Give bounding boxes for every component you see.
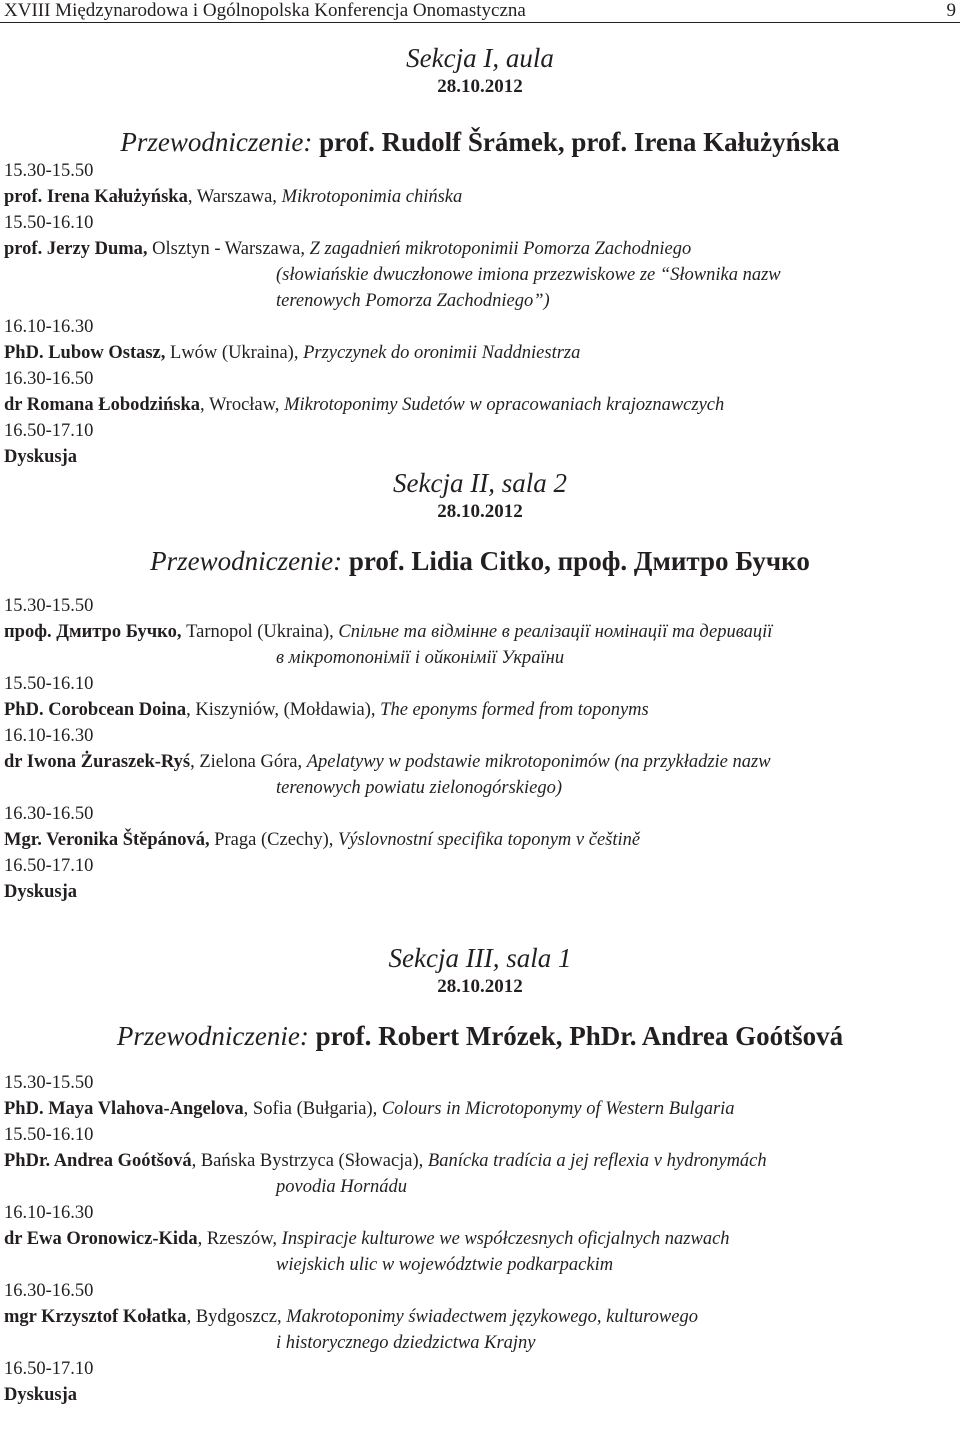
speaker-name: dr Romana Łobodzińska [4, 395, 201, 415]
speaker-affiliation: , Zielona Góra, [190, 752, 307, 772]
talk-title-continued: в мікротопонімії і ойконімії України [276, 648, 565, 668]
talk-entry [4, 236, 956, 314]
speaker-affiliation: Praga (Czechy), [209, 830, 339, 850]
discussion-label: Dyskusja [4, 1385, 77, 1405]
talk-time: 15.50-16.10 [4, 1125, 94, 1145]
talk-title-continued: (słowiańskie dwuczłonowe imiona przezwiskowe ze “Słownika nazw [276, 265, 781, 285]
section-chairs [4, 1020, 956, 1052]
section-chairs [4, 126, 956, 158]
speaker-affiliation: , Rzeszów, [197, 1229, 282, 1249]
talk-time: 15.50-16.10 [4, 213, 94, 233]
talk-entry [4, 827, 956, 853]
speaker-affiliation: , Sofia (Bułgaria), [243, 1099, 382, 1119]
talk-time: 16.30-16.50 [4, 804, 94, 824]
discussion-time: 16.50-17.10 [4, 856, 94, 876]
speaker-affiliation: Lwów (Ukraina), [165, 343, 304, 363]
talk-title: Apelatywy w podstawie mikrotoponimów (na przykładzie nazw [306, 752, 771, 772]
talk-entry [4, 1304, 956, 1356]
talk-time: 15.30-15.50 [4, 1073, 94, 1093]
programme-content [4, 43, 956, 1408]
speaker-name: dr Iwona Żuraszek-Ryś [4, 752, 191, 772]
speaker-name: mgr Krzysztof Kołatka [4, 1307, 187, 1327]
speaker-name: PhDr. Andrea Goótšová [4, 1151, 192, 1171]
talk-title: The eponyms formed from toponyms [380, 700, 649, 720]
section-2 [4, 468, 956, 905]
talk-entry [4, 1148, 956, 1200]
talk-entry [4, 1096, 956, 1122]
talk-title-continued: i historycznego dziedzictwa Krajny [276, 1333, 536, 1353]
speaker-affiliation: Tarnopol (Ukraina), [181, 622, 339, 642]
talk-title: Banícka tradícia a jej reflexia v hydronymách [427, 1151, 767, 1171]
talk-title: Mikrotoponimy Sudetów w opracowaniach krajoznawczych [284, 395, 725, 415]
running-header [0, 0, 960, 23]
talk-time: 16.30-16.50 [4, 1281, 94, 1301]
chairs-names: prof. Robert Mrózek, PhDr. Andrea Goótšová [315, 1021, 844, 1051]
chairs-label: Przewodniczenie: [116, 1021, 309, 1051]
talk-title: Спільне та відмінне в реалізації номінації та деривації [338, 622, 773, 642]
talk-time: 15.30-15.50 [4, 596, 94, 616]
talk-entry [4, 749, 956, 801]
talk-time: 15.30-15.50 [4, 161, 94, 181]
section-3 [4, 943, 956, 1408]
chairs-names: prof. Rudolf Šrámek, prof. Irena Kałużyńska [319, 127, 840, 157]
speaker-affiliation: Olsztyn - Warszawa, [147, 239, 310, 259]
talk-title: Makrotoponimy świadectwem językowego, kulturowego [286, 1307, 698, 1327]
section-title: Sekcja II, sala 2 [393, 468, 567, 498]
speaker-name: проф. Дмитро Бучко, [4, 622, 182, 642]
speaker-name: Mgr. Veronika Štěpánová, [4, 830, 210, 850]
speaker-name: prof. Jerzy Duma, [4, 239, 148, 259]
talk-title-continued: terenowych powiatu zielonogórskiego) [276, 778, 563, 798]
page-number: 9 [946, 0, 956, 21]
talk-title: Inspiracje kulturowe we współczesnych oficjalnych nazwach [281, 1229, 730, 1249]
conference-title: XVIII Międzynarodowa i Ogólnopolska Konferencja Onomastyczna [4, 0, 526, 21]
section-date: 28.10.2012 [437, 76, 523, 97]
speaker-affiliation: , Bydgoszcz, [186, 1307, 287, 1327]
discussion-time: 16.50-17.10 [4, 421, 94, 441]
talk-title: Výslovnostní specifika toponym v češtině [338, 830, 641, 850]
talk-entry [4, 697, 956, 723]
discussion-label: Dyskusja [4, 882, 77, 902]
speaker-name: PhD. Lubow Ostasz, [4, 343, 166, 363]
talk-entry [4, 184, 956, 210]
talk-title: Przyczynek do oronimii Naddniestrza [303, 343, 581, 363]
chairs-names: prof. Lidia Citko, проф. Дмитро Бучко [348, 546, 810, 576]
talk-time: 16.10-16.30 [4, 726, 94, 746]
talk-title-continued: povodia Hornádu [276, 1177, 408, 1197]
speaker-name: PhD. Corobcean Doina [4, 700, 187, 720]
section-date: 28.10.2012 [437, 501, 523, 522]
discussion-time: 16.50-17.10 [4, 1359, 94, 1379]
talk-time: 16.30-16.50 [4, 369, 94, 389]
discussion-label: Dyskusja [4, 447, 77, 467]
talk-time: 16.10-16.30 [4, 317, 94, 337]
speaker-name: PhD. Maya Vlahova-Angelova [4, 1099, 244, 1119]
talk-entry [4, 392, 956, 418]
talk-entry [4, 340, 956, 366]
talk-title-continued: terenowych Pomorza Zachodniego”) [276, 291, 550, 311]
section-chairs [4, 545, 956, 577]
talk-entry [4, 619, 956, 671]
speaker-affiliation: , Wrocław, [200, 395, 285, 415]
talk-entry [4, 1226, 956, 1278]
section-date: 28.10.2012 [437, 976, 523, 997]
speaker-affiliation: , Kiszyniów, (Mołdawia), [186, 700, 381, 720]
section-title: Sekcja I, aula [406, 43, 554, 73]
talk-title-continued: wiejskich ulic w województwie podkarpackim [276, 1255, 614, 1275]
speaker-name: dr Ewa Oronowicz-Kida [4, 1229, 198, 1249]
speaker-name: prof. Irena Kałużyńska [4, 187, 188, 207]
talk-time: 15.50-16.10 [4, 674, 94, 694]
speaker-affiliation: , Bańska Bystrzyca (Słowacja), [191, 1151, 428, 1171]
section-title: Sekcja III, sala 1 [388, 943, 572, 973]
speaker-affiliation: , Warszawa, [187, 187, 282, 207]
talk-title: Z zagadnień mikrotoponimii Pomorza Zachodniego [309, 239, 692, 259]
talk-title: Colours in Microtoponymy of Western Bulgaria [381, 1099, 735, 1119]
talk-title: Mikrotoponimia chińska [281, 187, 463, 207]
talk-time: 16.10-16.30 [4, 1203, 94, 1223]
chairs-label: Przewodniczenie: [150, 546, 343, 576]
chairs-label: Przewodniczenie: [120, 127, 313, 157]
section-1 [4, 43, 956, 470]
